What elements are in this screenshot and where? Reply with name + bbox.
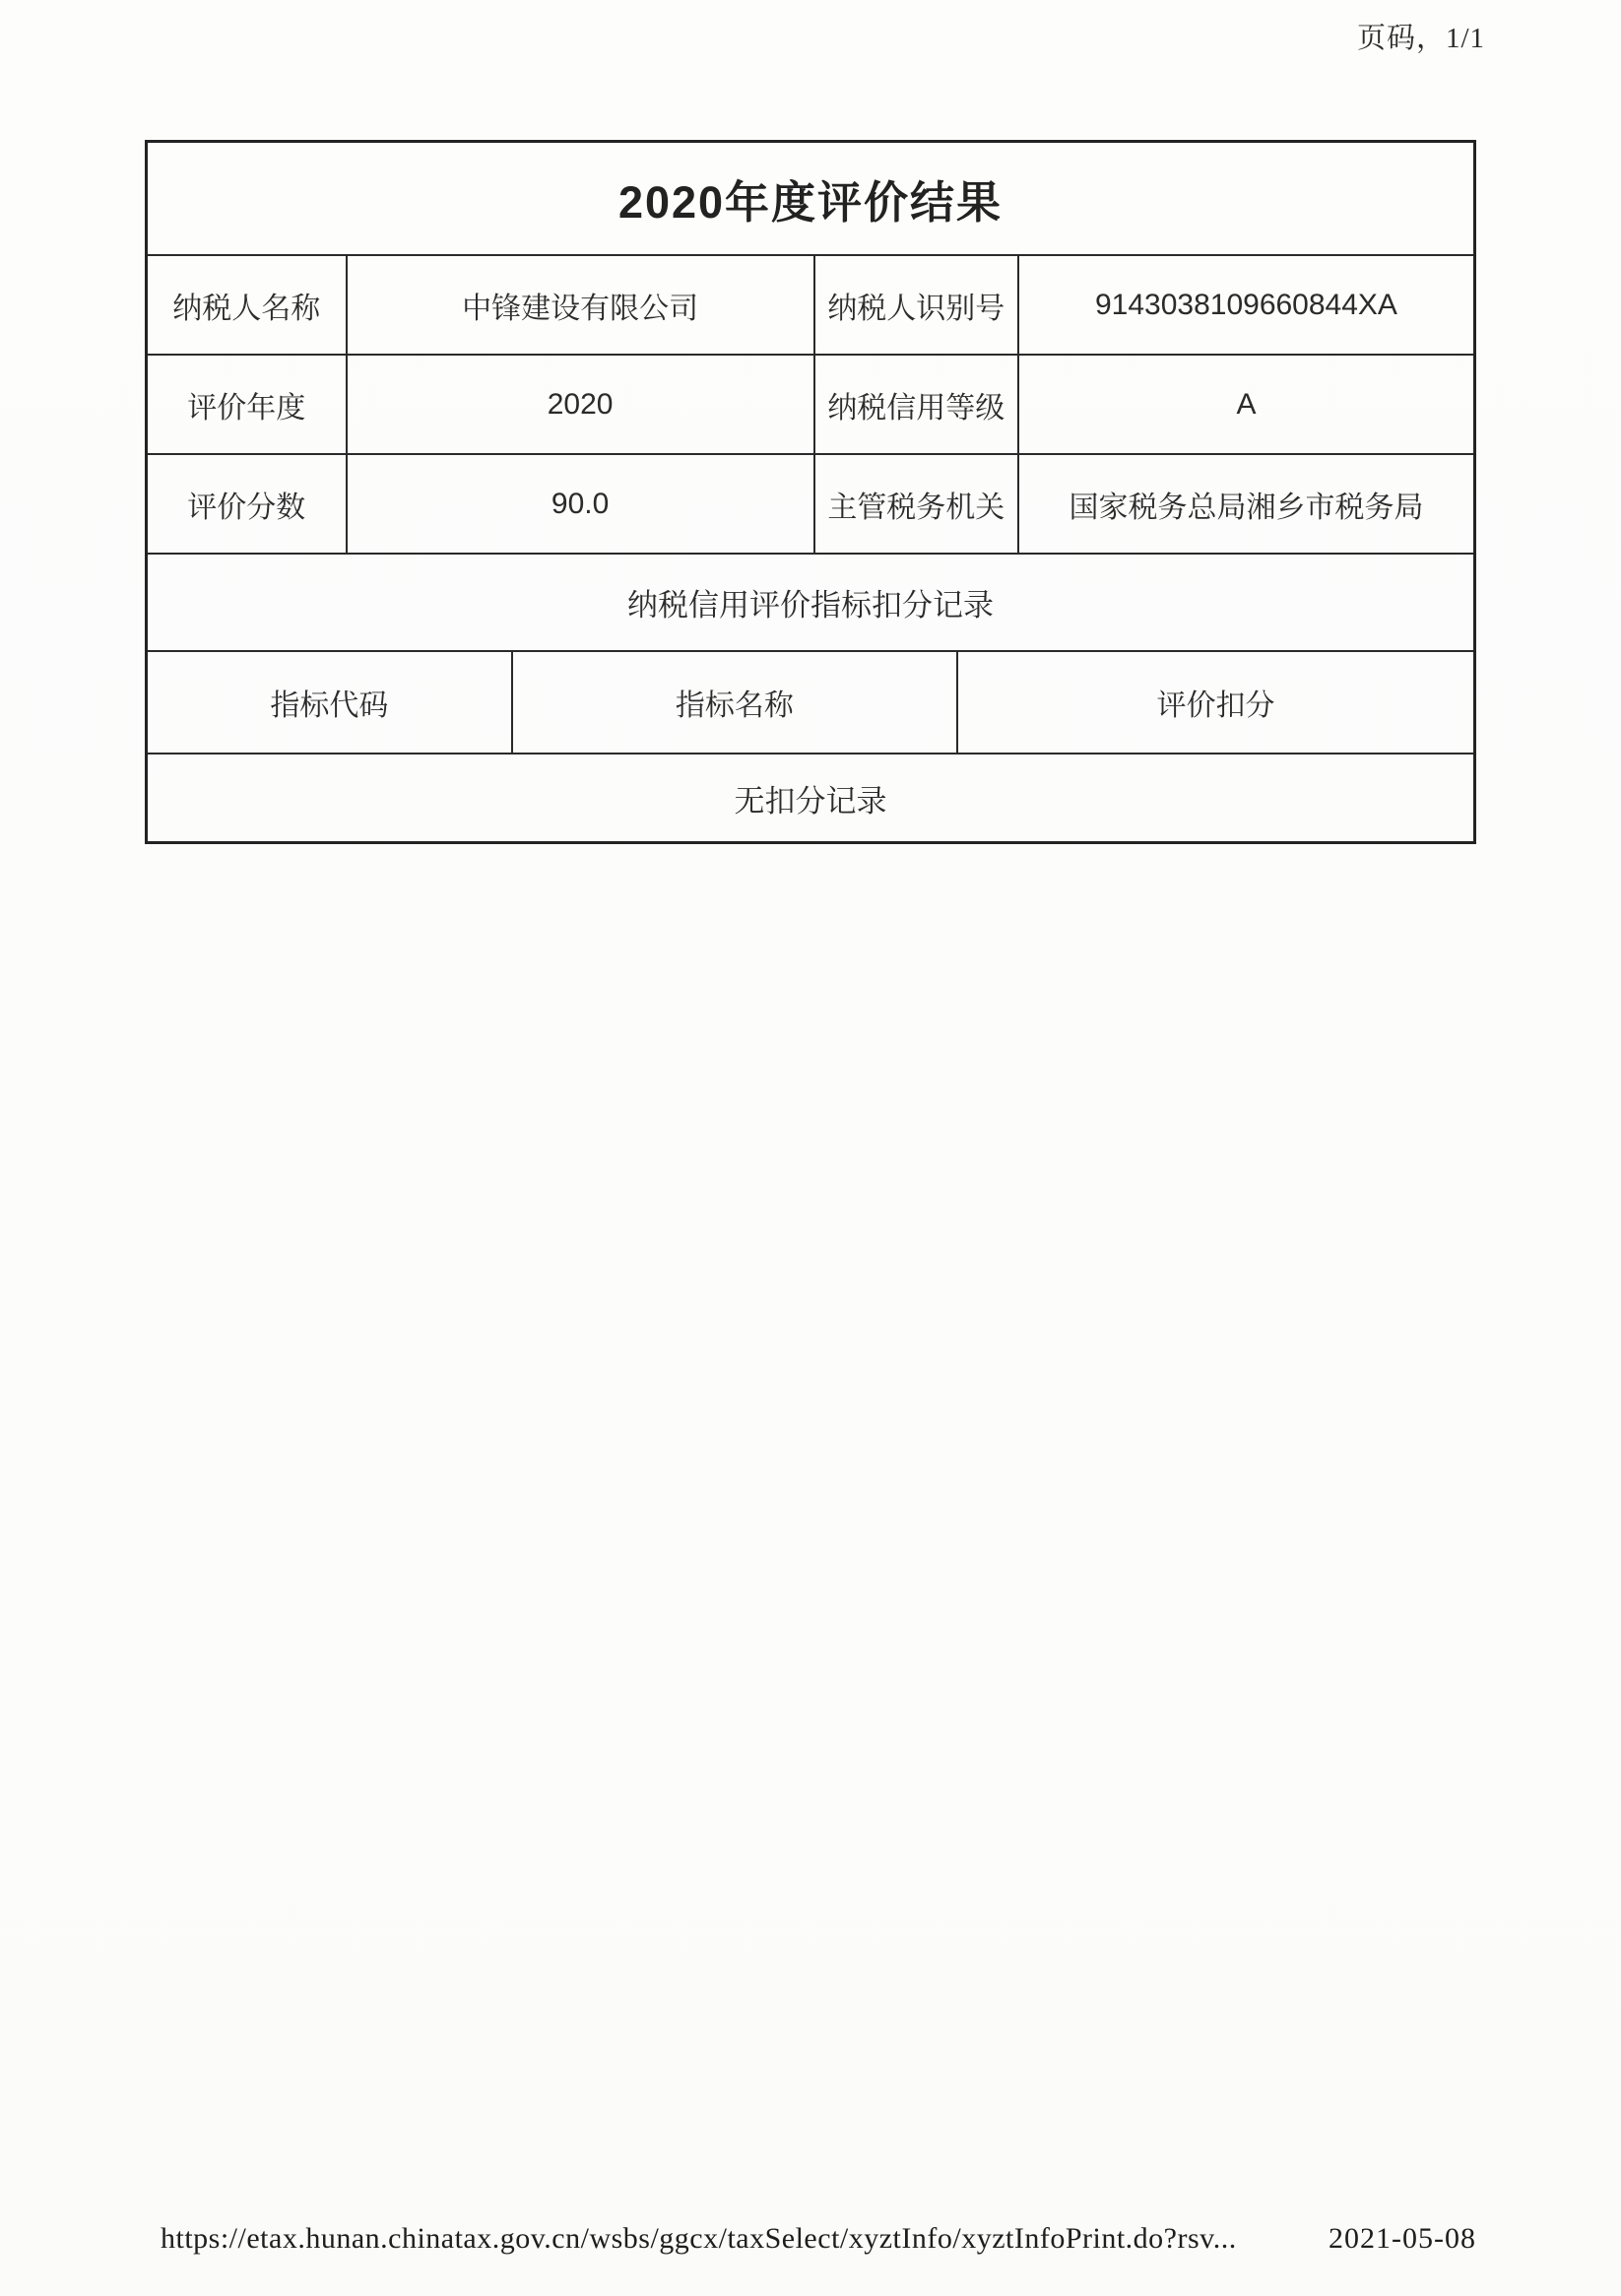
- table-title: 2020年度评价结果: [617, 177, 1004, 228]
- table-row-taxpayer: [148, 254, 1473, 354]
- evaluation-year-label: 评价年度: [187, 391, 306, 425]
- credit-grade-label: 纳税信用等级: [813, 356, 1017, 453]
- taxpayer-id-label: 纳税人识别号: [813, 256, 1017, 354]
- evaluation-score-label: 评价分数: [187, 491, 306, 524]
- no-deduction-record-row: [148, 753, 1473, 841]
- taxpayer-name-label: 纳税人名称: [172, 292, 321, 325]
- credit-grade-value: A: [1017, 356, 1473, 453]
- deduction-section-header-row: [148, 553, 1473, 650]
- evaluation-deduction-header: 评价扣分: [956, 652, 1473, 753]
- evaluation-year-value: 2020: [346, 356, 813, 453]
- deduction-column-header-row: [148, 650, 1473, 753]
- print-source-url: https://etax.hunan.chinatax.gov.cn/wsbs/ggcx/taxSelect/xyztInfo/xyztInfoPrint.do?rsv...: [161, 2222, 1237, 2255]
- taxpayer-name-value: 中锋建设有限公司: [346, 256, 813, 354]
- tax-authority-label: 主管税务机关: [813, 455, 1017, 553]
- print-footer: [161, 2222, 1476, 2256]
- evaluation-result-table: [145, 140, 1476, 844]
- evaluation-score-value: 90.0: [346, 455, 813, 553]
- table-row-year-grade: [148, 354, 1473, 453]
- page-number: 页码，1/1: [1356, 23, 1485, 54]
- no-deduction-record-text: 无扣分记录: [734, 783, 887, 819]
- table-row-score-authority: [148, 453, 1473, 553]
- indicator-name-header: 指标名称: [511, 652, 956, 753]
- table-title-row: [148, 143, 1473, 254]
- deduction-section-header: 纳税信用评价指标扣分记录: [627, 588, 994, 623]
- indicator-code-header: 指标代码: [270, 689, 389, 722]
- taxpayer-id-value: 9143038109660844XA: [1017, 256, 1473, 354]
- print-date: 2021-05-08: [1329, 2222, 1476, 2255]
- tax-authority-value: 国家税务总局湘乡市税务局: [1017, 455, 1473, 553]
